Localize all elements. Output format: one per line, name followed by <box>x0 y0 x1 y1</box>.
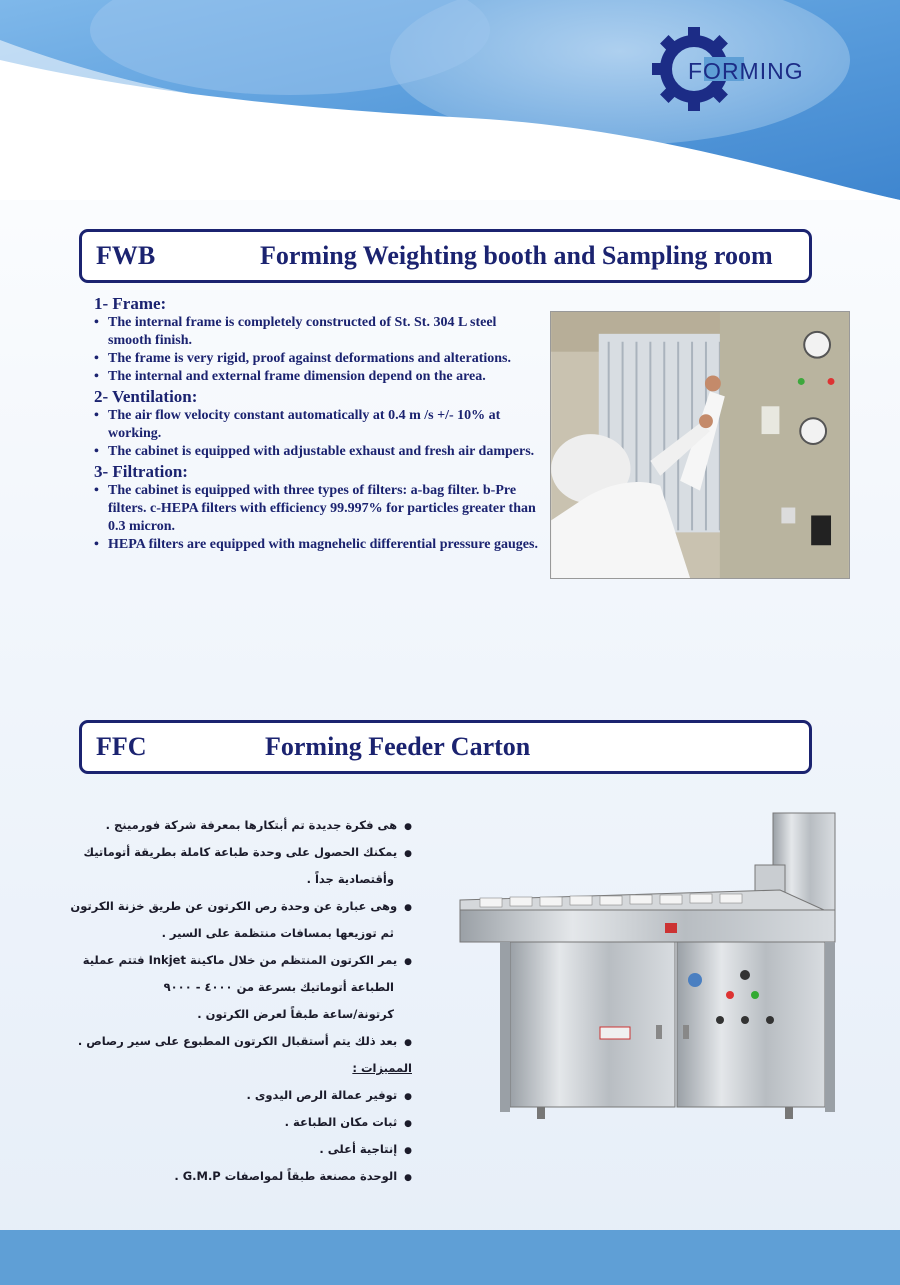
ffc-description <box>70 812 412 1190</box>
ffc-code: FFC <box>96 732 147 761</box>
list-item: • The cabinet is equipped with three types of filters: a-bag filter. b-Pre filters. c-HEPA filters with efficiency 99.997% for particles greater than 0.3 micron. <box>94 482 539 536</box>
feature-item: ● ثبات مكان الطباعة . <box>100 1109 412 1136</box>
fwb-ventilation-list <box>94 407 539 461</box>
ffc-line: كرتونة/ساعة طبقاً لعرض الكرتون . <box>197 1007 394 1021</box>
list-item: • The cabinet is equipped with adjustable exhaust and fresh air dampers. <box>94 443 539 461</box>
fwb-header <box>79 229 812 283</box>
list-item: • The internal and external frame dimension depend on the area. <box>94 368 539 386</box>
feature-item: ● توفير عمالة الرص اليدوى . <box>100 1082 412 1109</box>
list-item: • The frame is very rigid, proof against deformations and alterations. <box>94 350 539 368</box>
fwb-section-heading: 3- Filtration: <box>94 462 188 481</box>
feature-item: ● إنتاجية أعلى . <box>100 1136 412 1163</box>
ffc-line: ● يمكنك الحصول على وحدة طباعة كاملة بطريقة أتوماتيك <box>100 839 412 866</box>
list-item: • The internal frame is completely constructed of St. St. 304 L steel smooth finish. <box>94 314 539 350</box>
list-item: • The air flow velocity constant automatically at 0.4 m /s +/- 10% at working. <box>94 407 539 443</box>
fwb-filtration-list <box>94 482 539 554</box>
brand-name: FORMING <box>688 58 804 84</box>
feature-item: ● الوحدة مصنعة طبقاً لمواصفات G.M.P . <box>100 1163 412 1190</box>
ffc-line: الطباعة أتوماتيك بسرعة من ٤٠٠٠ - ٩٠٠٠ <box>163 980 394 994</box>
fwb-section-heading: 2- Ventilation: <box>94 387 198 406</box>
ffc-header <box>79 720 812 774</box>
fwb-code: FWB <box>96 241 156 270</box>
features-heading: المميزات : <box>352 1061 412 1075</box>
fwb-title: Forming Weighting booth and Sampling room <box>260 241 773 270</box>
weighing-booth-photo <box>550 311 850 579</box>
ffc-line: ● وهى عبارة عن وحدة رص الكرتون عن طريق خزنة الكرتون <box>100 893 412 920</box>
list-item: • HEPA filters are equipped with magnehelic differential pressure gauges. <box>94 536 539 554</box>
ffc-line: ثم توزيعها بمسافات منتظمة على السير . <box>161 926 394 940</box>
fwb-frame-list <box>94 314 539 386</box>
ffc-line: ● بعد ذلك يتم أستقبال الكرتون المطبوع على سير رصاص . <box>100 1028 412 1055</box>
feeder-carton-machine-photo <box>455 805 845 1125</box>
ffc-line: وأقتصادية جداً . <box>306 872 394 886</box>
fwb-description <box>94 293 539 554</box>
footer-bar <box>0 1230 900 1285</box>
ffc-line: ● هى فكرة جديدة تم أبتكارها بمعرفة شركة فورمينج . <box>100 812 412 839</box>
ffc-line: ● يمر الكرتون المنتظم من خلال ماكينة Inkjet فتتم عملية <box>100 947 412 974</box>
fwb-section-heading: 1- Frame: <box>94 294 167 313</box>
ffc-title: Forming Feeder Carton <box>265 732 531 761</box>
